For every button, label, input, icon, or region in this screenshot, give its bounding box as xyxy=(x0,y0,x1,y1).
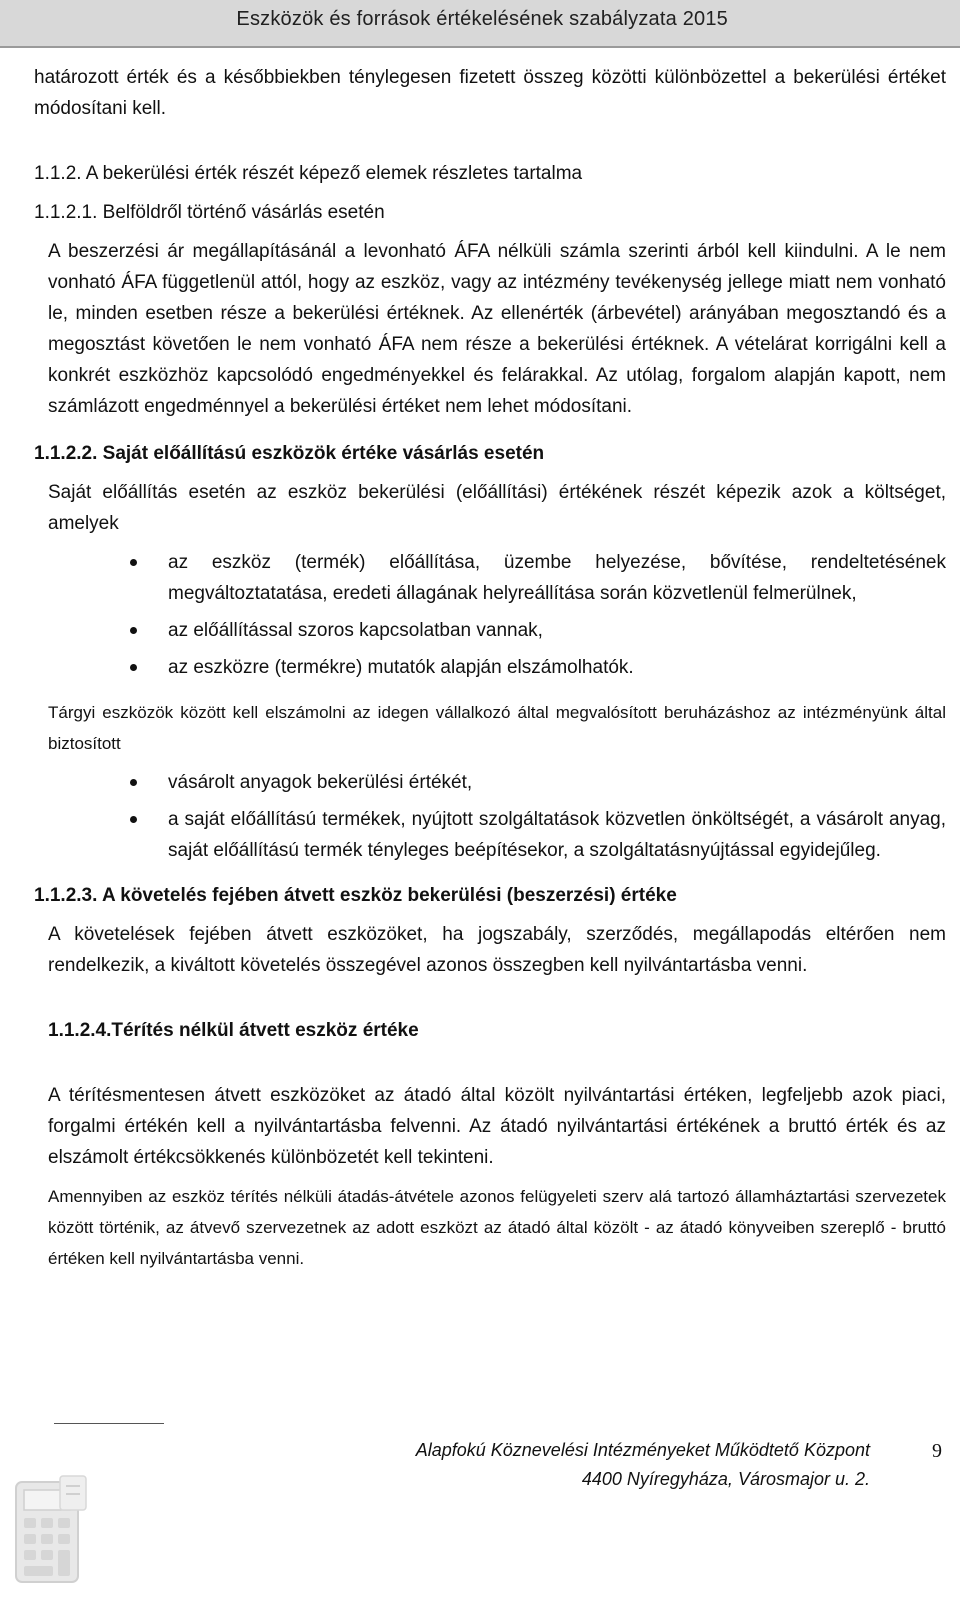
section-heading-1-1-2-2: 1.1.2.2. Saját előállítású eszközök értéke vásárlás esetén xyxy=(34,443,545,464)
section-heading-1-1-2: 1.1.2. A bekerülési érték részét képező elemek részletes tartalma xyxy=(34,163,583,184)
list-item: az eszközre (termékre) mutatók alapján elszámolhatók. xyxy=(168,652,946,683)
list-item: a saját előállítású termékek, nyújtott szolgáltatások közvetlen önköltségét, a vásárolt anyag, saját előállítású termék tényleges beépítésekor, a szolgáltatásnyújtással egyidejűleg. xyxy=(168,804,946,866)
intro-paragraph: határozott érték és a későbbiekben ténylegesen fizetett összeg közötti különbözettel a bekerülési értéket módosítani kell. xyxy=(34,67,946,119)
paragraph-tangible-assets: Tárgyi eszközök között kell elszámolni az idegen vállalkozó által megvalósított beruházáshoz az intézményünk által biztosított xyxy=(48,703,946,753)
calculator-logo-icon xyxy=(8,1468,100,1590)
bullet-list-cost-items xyxy=(34,547,946,683)
footer-address: 4400 Nyíregyháza, Városmajor u. 2. xyxy=(581,1469,870,1489)
bullet-list-provided-items xyxy=(34,767,946,866)
list-item: vásárolt anyagok bekerülési értékét, xyxy=(168,767,946,798)
footer-org-name: Alapfokú Köznevelési Intézményeket Működtető Központ xyxy=(415,1440,870,1460)
paragraph-state-transfer: Amennyiben az eszköz térítés nélküli átadás-átvétele azonos felügyeleti szerv alá tartozó államháztartási szervezetek között történik, az átvevő szervezetnek az adott eszközt az átadó által közölt - az átadó könyveiben szereplő - bruttó értéken kell nyilvántartásba venni. xyxy=(48,1187,946,1268)
page-number: 9 xyxy=(932,1440,942,1462)
footer-organization xyxy=(416,1436,870,1494)
page-content xyxy=(34,62,946,1274)
list-item: az eszköz (termék) előállítása, üzembe helyezése, bővítése, rendeltetésének megváltoztatatása, eredeti állagának helyreállítása során közvetlenül felmerülnek, xyxy=(168,547,946,609)
footer-divider xyxy=(54,1423,164,1424)
paragraph-receivables: A követelések fejében átvett eszközöket, ha jogszabály, szerződés, megállapodás eltérően nem rendelkezik, a kiváltott követelés összegével azonos összegben kell nyilvántartásba venni. xyxy=(48,924,946,976)
paragraph-free-of-charge: A térítésmentesen átvett eszközöket az átadó által közölt nyilvántartási értéken, legfeljebb azok piaci, forgalmi értékén kell a nyilvántartásba felvenni. Az átadó nyilvántartási értékének a bruttó érték és az elszámolt értékcsökkenés különbözetét kell tekinteni. xyxy=(48,1085,946,1168)
section-heading-1-1-2-1: 1.1.2.1. Belföldről történő vásárlás esetén xyxy=(34,202,385,223)
page-header xyxy=(0,0,960,48)
section-heading-1-1-2-3: 1.1.2.3. A követelés fejében átvett eszköz bekerülési (beszerzési) értéke xyxy=(34,885,677,906)
list-item: az előállítással szoros kapcsolatban vannak, xyxy=(168,615,946,646)
header-title: Eszközök és források értékelésének szabályzata 2015 xyxy=(236,8,728,30)
section-heading-1-1-2-4: 1.1.2.4.Térítés nélkül átvett eszköz értéke xyxy=(48,1020,419,1041)
paragraph-domestic-purchase: A beszerzési ár megállapításánál a levonható ÁFA nélküli számla szerinti árból kell kiindulni. A le nem vonható ÁFA függetlenül attól, hogy az eszköz, vagy az intézmény tevékenység jellege miatt nem vonható le, minden esetben része a bekerülési értéknek. Az ellenérték (árbevétel) arányában megosztandó és a megosztást követően le nem vonható ÁFA nem része a bekerülési értéknek. A vételárat korrigálni kell a konkrét eszközhöz kapcsolódó engedményekkel és felárakkal. Az utólag, forgalom alapján kapott, nem számlázott engedménnyel a bekerülési értéket nem lehet módosítani. xyxy=(48,241,946,417)
paragraph-own-production: Saját előállítás esetén az eszköz bekerülési (előállítási) értékének részét képezik azok a költséget, amelyek xyxy=(48,482,946,534)
